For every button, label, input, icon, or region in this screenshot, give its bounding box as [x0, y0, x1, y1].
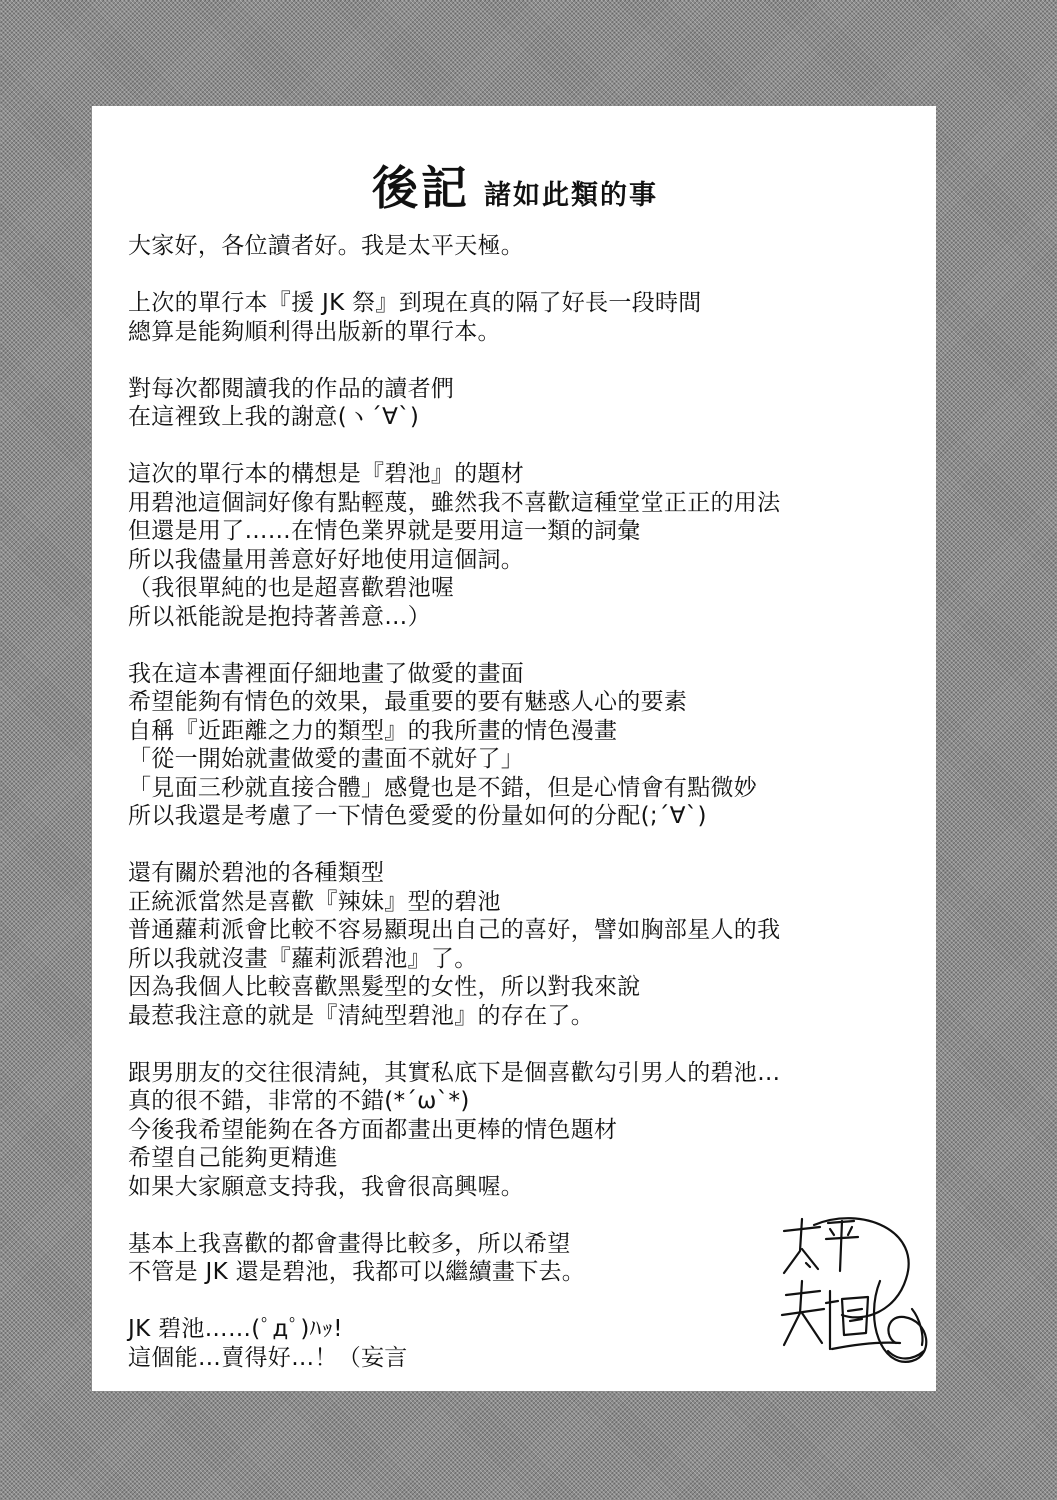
paragraph — [128, 660, 928, 831]
text-line: 希望自己能夠更精進 — [128, 1145, 338, 1171]
text-line: 用碧池這個詞好像有點輕蔑，雖然我不喜歡這種堂堂正正的用法 — [128, 489, 781, 516]
text-line: 所以我就沒畫『蘿莉派碧池』了。 — [128, 945, 478, 972]
text-line: （我很單純的也是超喜歡碧池喔 — [128, 575, 455, 601]
text-line: 這個能…賣得好…！（妄言 — [128, 1344, 408, 1371]
afterword-page — [92, 106, 936, 1391]
paragraph — [128, 289, 928, 346]
paragraph — [128, 859, 928, 1030]
paragraph — [128, 1059, 928, 1202]
text-line: 希望能夠有情色的效果，最重要的要有魅惑人心的要素 — [128, 689, 688, 715]
text-line: 「從一開始就畫做愛的畫面不就好了」 — [128, 746, 525, 772]
text-line: 所以我還是考慮了一下情色愛愛的份量如何的分配(;´∀`) — [128, 803, 707, 829]
paragraph — [128, 375, 928, 432]
text-line: 跟男朋友的交往很清純，其實私底下是個喜歡勾引男人的碧池… — [128, 1059, 781, 1086]
text-line: 因為我個人比較喜歡黑髮型的女性，所以對我來說 — [128, 974, 641, 1000]
text-line: 在這裡致上我的謝意(ヽ´∀`) — [128, 404, 420, 430]
text-line: 所以我儘量用善意好好地使用這個詞。 — [128, 546, 525, 573]
paragraph — [128, 232, 928, 261]
text-line: JK 碧池……(ﾟдﾟ)ﾊｯ! — [128, 1316, 343, 1342]
text-line: 大家好，各位讀者好。我是太平天極。 — [128, 233, 525, 259]
text-line: 總算是能夠順利得出版新的單行本。 — [128, 318, 501, 345]
text-line: 我在這本書裡面仔細地畫了做愛的畫面 — [128, 660, 525, 687]
paragraph — [128, 460, 928, 631]
text-line: 自稱『近距離之力的類型』的我所畫的情色漫畫 — [128, 717, 618, 744]
handwritten-signature — [772, 1211, 942, 1381]
text-line: 這次的單行本的構想是『碧池』的題材 — [128, 461, 525, 487]
text-line: 但還是用了……在情色業界就是要用這一類的詞彙 — [128, 518, 641, 544]
text-line: 基本上我喜歡的都會畫得比較多，所以希望 — [128, 1230, 571, 1257]
text-line: 還有關於碧池的各種類型 — [128, 860, 385, 886]
text-line: 所以祇能說是抱持著善意…） — [128, 603, 431, 630]
page-title — [372, 152, 658, 218]
text-line: 真的很不錯，非常的不錯(*´ω`*) — [128, 1088, 470, 1114]
text-line: 對每次都閱讀我的作品的讀者們 — [128, 375, 455, 402]
text-line: 普通蘿莉派會比較不容易顯現出自己的喜好，譬如胸部星人的我 — [128, 917, 781, 943]
afterword-subtitle: 諸如此類的事 — [484, 180, 658, 211]
text-line: 正統派當然是喜歡『辣妹』型的碧池 — [128, 888, 501, 915]
text-line: 如果大家願意支持我，我會很高興喔。 — [128, 1173, 525, 1200]
text-line: 最惹我注意的就是『清純型碧池』的存在了。 — [128, 1002, 594, 1029]
text-line: 上次的單行本『援 JK 祭』到現在真的隔了好長一段時間 — [128, 290, 702, 316]
text-line: 「見面三秒就直接合體」感覺也是不錯，但是心情會有點微妙 — [128, 774, 758, 801]
text-line: 不管是 JK 還是碧池，我都可以繼續畫下去。 — [128, 1259, 586, 1285]
text-line: 今後我希望能夠在各方面都畫出更棒的情色題材 — [128, 1116, 618, 1143]
afterword-title: 後記 — [372, 161, 470, 215]
